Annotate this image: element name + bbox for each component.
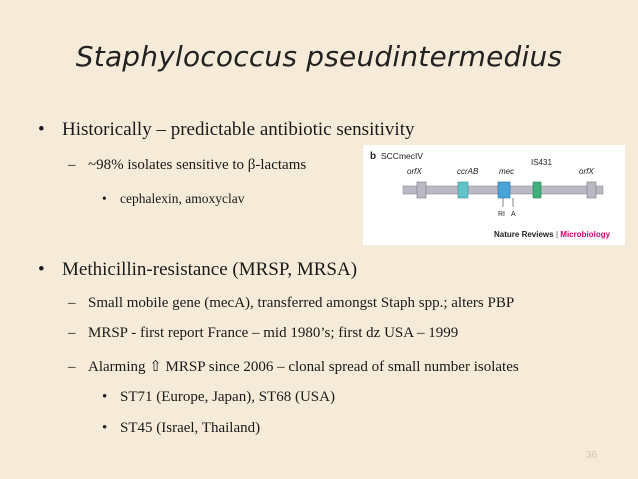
- sublabel-a: A: [511, 211, 516, 218]
- gene-label-ccrab: ccrAB: [457, 167, 479, 176]
- bullet-text: Historically – predictable antibiotic sensitivity: [62, 119, 415, 140]
- sublabel-ri: RI: [498, 211, 505, 218]
- bullet-marker: •: [102, 389, 108, 405]
- gene-label-orfx-right: orfX: [579, 167, 594, 176]
- sub-bullet-meca: [68, 295, 514, 312]
- bullet-text: Small mobile gene (mecA), transferred amongst Staph spp.; alters PBP: [88, 295, 515, 311]
- bullet-text: ~98% isolates sensitive to β-lactams: [88, 157, 307, 173]
- bullet-text: ST45 (Israel, Thailand): [120, 420, 261, 436]
- page-number: 36: [586, 450, 598, 461]
- dash-marker: –: [68, 325, 76, 341]
- bullet-methicillin: [38, 259, 357, 281]
- dash-marker: –: [68, 295, 76, 311]
- is431-box: [533, 182, 541, 198]
- sub-sub-bullet-st71: [102, 389, 335, 406]
- mec-box: [498, 182, 510, 198]
- ccrab-box: [458, 182, 468, 198]
- bullet-marker: •: [38, 119, 45, 140]
- gene-label-mec: mec: [499, 167, 515, 176]
- bullet-marker: •: [102, 420, 108, 436]
- credit-journal: Nature Reviews | Microbiology: [494, 230, 611, 239]
- orfx-left-box: [417, 182, 426, 198]
- bullet-text: Methicillin-resistance (MRSP, MRSA): [62, 259, 358, 280]
- sub-bullet-alarming: [68, 357, 519, 376]
- sub-sub-bullet-st45: [102, 420, 260, 437]
- panel-title: SCCmecIV: [381, 151, 424, 161]
- bullet-text: cephalexin, amoxyclav: [120, 191, 245, 206]
- sub-bullet-first-report: [68, 325, 458, 342]
- sub-bullet-sensitivity: [68, 157, 306, 174]
- bullet-text: MRSP - first report France – mid 1980’s; first dz USA – 1999: [88, 325, 459, 341]
- dash-marker: –: [68, 157, 76, 173]
- panel-letter: b: [370, 151, 377, 162]
- slide-title: Staphylococcus pseudintermedius: [75, 40, 563, 73]
- sccmec-figure: [363, 145, 625, 245]
- dash-marker: –: [68, 359, 76, 375]
- gene-label-orfx-left: orfX: [407, 167, 422, 176]
- sccmec-diagram: [363, 145, 625, 245]
- orfx-right-box: [587, 182, 596, 198]
- bullet-marker: •: [38, 259, 45, 280]
- bullet-historically: [38, 119, 414, 141]
- gene-label-is431: IS431: [531, 158, 552, 167]
- bullet-text: Alarming ⇧ MRSP since 2006 – clonal spread of small number isolates: [88, 359, 519, 375]
- bullet-text: ST71 (Europe, Japan), ST68 (USA): [120, 389, 335, 405]
- sub-sub-bullet-drugs: [102, 191, 244, 207]
- bullet-marker: •: [102, 191, 107, 206]
